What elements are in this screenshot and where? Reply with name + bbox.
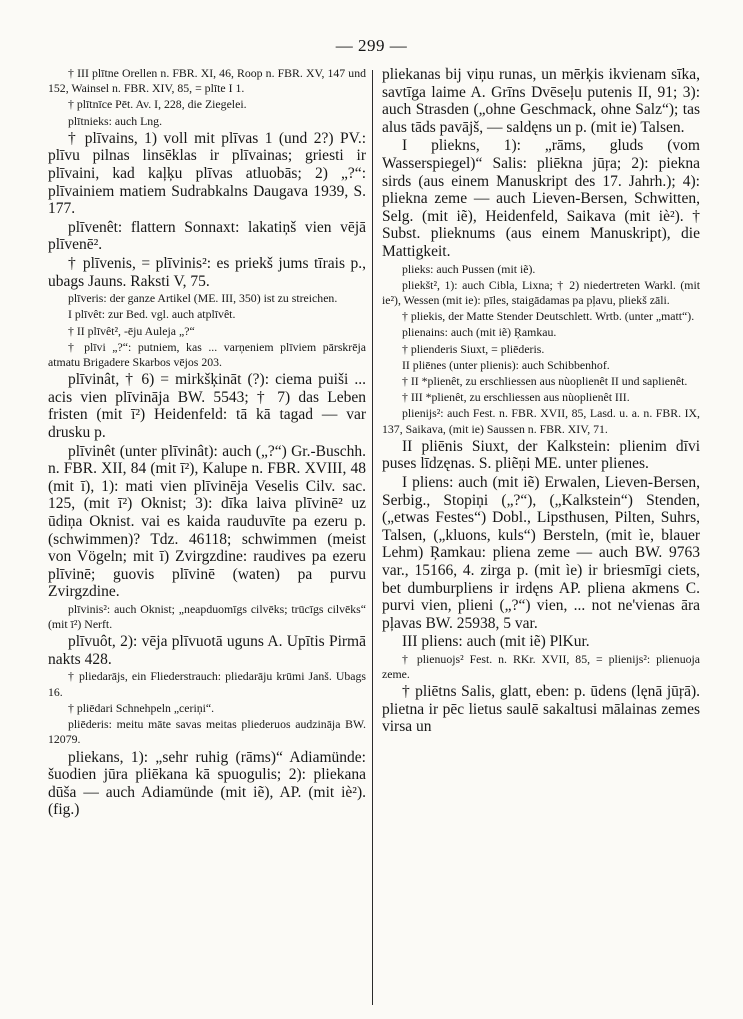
dictionary-entry: pliekšt², 1): auch Cibla, Lixna; † 2) niedertreten Warkl. (mit ie²), Wessen (mit ie): pīles, staigādamas pa pļavu, pliekš zāli.	[382, 277, 700, 307]
dictionary-entry: II pliēnes (unter plienis): auch Schibbenhof.	[402, 357, 610, 372]
dictionary-entry: pliekanas bij viņu runas, un mērķis ikvienam sīka, savtīga laime A. Grīns Dvēseļu putenis II, 91; 3): auch Strasden („ohne Geschmack, ohne Salz“); tas alus tāds pavājš, — saldęns un p. (mit ie) Talsen.	[382, 66, 700, 136]
dictionary-entry: † pliedarājs, ein Fliederstrauch: pliedarāju krūmi Janš. Ubags 16.	[48, 669, 366, 699]
dictionary-entry: † plienderis Siuxt, = pliēderis.	[402, 341, 545, 356]
dictionary-entry: † pliētns Salis, glatt, eben: p. ūdens (lęnā jūŗā). plietna ir pēc lietus saulē sakaltusi mālainas zemes virsa un	[382, 683, 700, 736]
dictionary-entry: † pliekis, der Matte Stender Deutschlett. Wrtb. (unter „matt“).	[402, 309, 695, 324]
dictionary-entry: † III plītne Orellen n. FBR. XI, 46, Roop n. FBR. XV, 147 und 152, Wainsel n. FBR. XIV, 85, = plīte I 1.	[48, 66, 366, 96]
dictionary-entry: plīvinêt (unter plīvinât): auch („?“) Gr.-Buschh. n. FBR. XII, 84 (mit ī²), Kalupe n. FBR. XVIII, 48 (mit ī), 1): mati vien plīvinēja Veselis Cilv. sac. 125, (mit ī²) Oknist; 3): dīka laiva plīvinē² uz ūdiņa Oknist. vai es kaida rauduvīte pa ezeru p. (schwimmen)? Tdz. 46118; schwimmen (meist von Vögeln; mit ī) Zvirgzdine: raudives pa ezeru plīvinē; guovis plīvinē (waten) pa purvu Zvirgzdine.	[48, 442, 366, 601]
left-column	[48, 66, 366, 1011]
dictionary-entry: † II plīvêt², -ēju Auleja „?“	[68, 323, 195, 338]
dictionary-entry: I plīvêt: zur Bed. vgl. auch atplīvêt.	[68, 307, 236, 322]
dictionary-entry: plīveris: der ganze Artikel (ME. III, 350) ist zu streichen.	[68, 291, 338, 306]
dictionary-entry: II pliēnis Siuxt, der Kalkstein: plienim dīvi puses līdzęnas. S. pliẽņi ME. unter plienes.	[382, 437, 700, 473]
dictionary-entry: I pliekns, 1): „rāms, gluds (vom Wasserspiegel)“ Salis: pliēkna jūŗa; 2): piekna sirds (aus einem Manuskript des 17. Jahrh.); 4): pliekna zeme — auch Lieven-Bersen, Schwitten, Selg. (mit iẽ), Heidenfeld, Saikava (mit iè²). † Subst. plieknums (aus einem Manuskript), die Mattigkeit.	[382, 137, 700, 260]
dictionary-entry: † plītnīce Pēt. Av. I, 228, die Ziegelei.	[68, 97, 247, 112]
dictionary-entry: † plīvenis, = plīvinis²: es priekš jums tīrais p., ubags Jauns. Raksti V, 75.	[48, 254, 366, 290]
dictionary-entry: plienains: auch (mit iẽ) Ŗamkau.	[402, 325, 557, 340]
dictionary-entry: plīvuôt, 2): vēja plīvuotā uguns A. Upītis Pirmā nakts 428.	[48, 633, 366, 668]
dictionary-entry: plīvenêt: flattern Sonnaxt: lakatiņš vien vējā plīvenē².	[48, 218, 366, 254]
column-divider	[372, 70, 373, 1005]
right-column	[382, 66, 700, 1011]
dictionary-entry: † plīvi „?“: putniem, kas ... varņeniem plīviem pārskrēja atmatu Brigadere Skarbos vējos 203.	[48, 339, 366, 369]
dictionary-entry: † plienuojs² Fest. n. RKr. XVII, 85, = plienijs²: plienuoja zeme.	[382, 651, 700, 682]
dictionary-entry: pliēderis: meitu māte savas meitas pliederuos audzināja BW. 12079.	[48, 717, 366, 747]
page-number: — 299 —	[335, 36, 408, 55]
dictionary-entry: III pliens: auch (mit iẽ) PlKur.	[402, 633, 590, 651]
dictionary-entry: † II *plienêt, zu erschliessen aus nùoplienêt II und saplienêt.	[402, 373, 688, 388]
dictionary-entry: plienijs²: auch Fest. n. FBR. XVII, 85, Lasd. u. a. n. FBR. IX, 137, Saikava, (mit ie) Saussen n. FBR. XIV, 71.	[382, 406, 700, 436]
dictionary-entry: plīvinât, † 6) = mirkšķināt (?): ciema puiši ... acis vien plīvināja BW. 5543; † 7) das Leben fristen (mit ī²) Heidenfeld: tā kā tagad — var drusku p.	[48, 371, 366, 441]
dictionary-entry: pliekans, 1): „sehr ruhig (rāms)“ Adiamünde: šuodien jūra pliēkana kā spuogulis; 2): pliekana dūša — auch Adiamünde (mit iẽ), AP. (mit iè²). (fig.)	[48, 748, 366, 819]
dictionary-entry: † pliēdari Schnehpeln „ceriņi“.	[68, 700, 215, 715]
dictionary-entry: plītnieks: auch Lng.	[68, 113, 163, 128]
dictionary-entry: plieks: auch Pussen (mit iẽ).	[402, 261, 536, 276]
dictionary-entry: plīvinis²: auch Oknist; „neapduomīgs cilvēks; trūcīgs cilvēks“ (mit ī²) Nerft.	[48, 601, 366, 632]
dictionary-entry: † III *plienêt, zu erschliessen aus nùoplienêt III.	[402, 390, 630, 405]
dictionary-entry: † plīvains, 1) voll mit plīvas 1 (und 2?) PV.: plīvu pilnas linsēklas ir plīvainas; griesti ir plīvaini, kad kaļķu plīvas atluobās; 2) „?“: plīvainiem matiem Sudrabkalns Daugava 1939, S. 177.	[48, 129, 366, 218]
dictionary-entry: I pliens: auch (mit iẽ) Erwalen, Lieven-Bersen, Serbig., Stopiņi („?“), („Kalkstein“) Stenden, („etwas Festes“) Dobl., Lipsthusen, Pilten, Suhrs, Talsen, („kluons, kuls“) Bersteln, (mit ìe, blauer Lehm) Ŗamkau: pliena zeme — auch BW. 9763 var., 15166, 4. zirga p. (mit ìe) ir briesmīgi ciets, bet dumburpliens ir irdęns AP. pliena akmens C. purvi vien, plieni („?“) vien, ... not ne'vienas āra pļavas BW. 25938, 5 var.	[382, 473, 700, 632]
